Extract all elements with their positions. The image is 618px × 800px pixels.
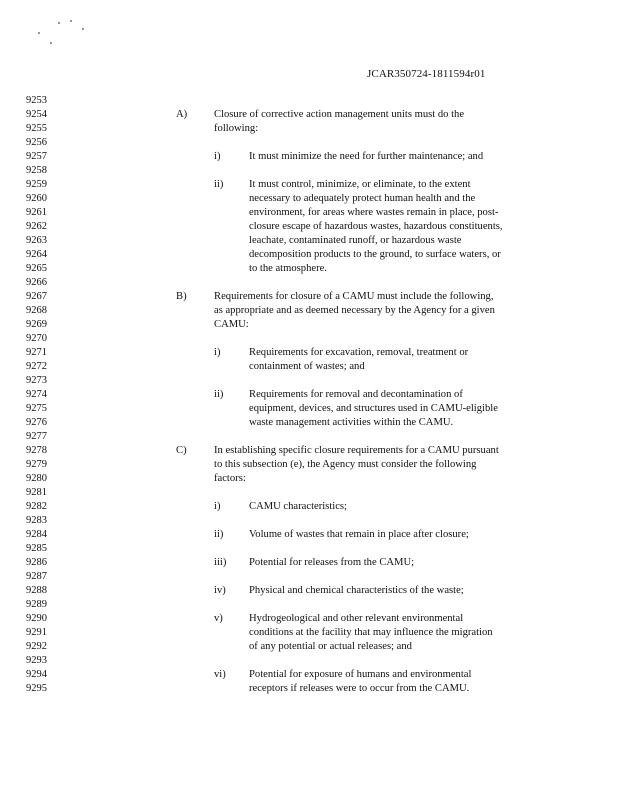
line-number: 9265: [26, 263, 47, 274]
section-c-text: [214, 444, 499, 486]
line-number: 9261: [26, 207, 47, 218]
text-line: closure escape of hazardous wastes, hazardous constituents,: [249, 221, 503, 232]
text-line: conditions at the facility that may influence the migration: [249, 627, 493, 638]
line-number: 9281: [26, 487, 47, 498]
item-text: [249, 528, 469, 542]
item-text: [249, 612, 493, 654]
line-number: 9279: [26, 459, 47, 470]
text-line: Hydrogeological and other relevant environmental: [249, 613, 464, 624]
line-number: 9278: [26, 445, 47, 456]
text-line: decomposition products to the ground, to surface waters, or: [249, 249, 501, 260]
text-line: environment, for areas where wastes remain in place, post-: [249, 207, 499, 218]
text-line: necessary to adequately protect human health and the: [249, 193, 476, 204]
text-line: Physical and chemical characteristics of the waste;: [249, 585, 464, 596]
line-number: 9284: [26, 529, 47, 540]
item-label: ii): [214, 389, 224, 400]
line-number: 9254: [26, 109, 47, 120]
item-label: ii): [214, 529, 224, 540]
line-number: 9256: [26, 137, 47, 148]
item-label: i): [214, 501, 221, 512]
line-number: 9257: [26, 151, 47, 162]
line-number: 9274: [26, 389, 47, 400]
item-text: [249, 584, 464, 598]
text-line: as appropriate and as deemed necessary by the Agency for a given: [214, 305, 495, 316]
item-label: iv): [214, 585, 226, 596]
line-number: 9291: [26, 627, 47, 638]
line-number: 9273: [26, 375, 47, 386]
text-line: Closure of corrective action management units must do the: [214, 109, 465, 120]
line-number: 9277: [26, 431, 47, 442]
scan-specks: [36, 18, 96, 48]
item-text: [249, 346, 468, 374]
line-number: 9295: [26, 683, 47, 694]
text-line: to the atmosphere.: [249, 263, 327, 274]
text-line: containment of wastes; and: [249, 361, 365, 372]
line-number: 9270: [26, 333, 47, 344]
item-text: [249, 150, 483, 164]
line-number: 9264: [26, 249, 47, 260]
text-line: In establishing specific closure requirements for a CAMU pursuant: [214, 445, 499, 456]
text-line: waste management activities within the CAMU.: [249, 417, 454, 428]
section-a-label: A): [176, 109, 188, 120]
text-line: Potential for releases from the CAMU;: [249, 557, 415, 568]
text-line: factors:: [214, 473, 246, 484]
item-label: i): [214, 347, 221, 358]
text-line: It must minimize the need for further maintenance; and: [249, 151, 484, 162]
item-label: i): [214, 151, 221, 162]
line-number: 9262: [26, 221, 47, 232]
line-number: 9290: [26, 613, 47, 624]
line-number: 9294: [26, 669, 47, 680]
line-number: 9289: [26, 599, 47, 610]
line-number: 9271: [26, 347, 47, 358]
line-number: 9287: [26, 571, 47, 582]
section-b-text: [214, 290, 495, 332]
item-text: [249, 668, 471, 696]
line-number: 9263: [26, 235, 47, 246]
line-number: 9280: [26, 473, 47, 484]
item-label: v): [214, 613, 223, 624]
text-line: leachate, contaminated runoff, or hazardous waste: [249, 235, 462, 246]
text-line: equipment, devices, and structures used in CAMU-eligible: [249, 403, 498, 414]
item-label: iii): [214, 557, 227, 568]
line-number: 9258: [26, 165, 47, 176]
text-line: following:: [214, 123, 259, 134]
line-number: 9272: [26, 361, 47, 372]
line-number: 9269: [26, 319, 47, 330]
text-line: Requirements for excavation, removal, treatment or: [249, 347, 469, 358]
item-text: [249, 388, 498, 430]
line-number: 9268: [26, 305, 47, 316]
line-number-column: [26, 94, 47, 696]
text-line: CAMU:: [214, 319, 249, 330]
text-line: receptors if releases were to occur from the CAMU.: [249, 683, 470, 694]
line-number: 9285: [26, 543, 47, 554]
line-number: 9253: [26, 95, 47, 106]
section-b-label: B): [176, 291, 187, 302]
text-line: It must control, minimize, or eliminate, to the extent: [249, 179, 471, 190]
line-number: 9255: [26, 123, 47, 134]
text-line: Potential for exposure of humans and environmental: [249, 669, 472, 680]
text-line: Requirements for closure of a CAMU must include the following,: [214, 291, 494, 302]
section-a-text: [214, 108, 464, 136]
text-line: of any potential or actual releases; and: [249, 641, 412, 652]
text-line: Requirements for removal and decontamination of: [249, 389, 463, 400]
line-number: 9288: [26, 585, 47, 596]
item-text: [249, 500, 347, 514]
line-number: 9266: [26, 277, 47, 288]
line-number: 9259: [26, 179, 47, 190]
line-number: 9276: [26, 417, 47, 428]
text-line: Volume of wastes that remain in place after closure;: [249, 529, 469, 540]
item-text: [249, 178, 503, 276]
line-number: 9260: [26, 193, 47, 204]
section-c-label: C): [176, 445, 187, 456]
line-number: 9286: [26, 557, 47, 568]
line-number: 9292: [26, 641, 47, 652]
item-text: [249, 556, 414, 570]
item-label: vi): [214, 669, 226, 680]
document-id: JCAR350724-1811594r01: [367, 68, 486, 80]
line-number: 9283: [26, 515, 47, 526]
line-number: 9267: [26, 291, 47, 302]
text-line: CAMU characteristics;: [249, 501, 347, 512]
line-number: 9275: [26, 403, 47, 414]
item-label: ii): [214, 179, 224, 190]
line-number: 9282: [26, 501, 47, 512]
line-number: 9293: [26, 655, 47, 666]
text-line: to this subsection (e), the Agency must consider the following: [214, 459, 477, 470]
